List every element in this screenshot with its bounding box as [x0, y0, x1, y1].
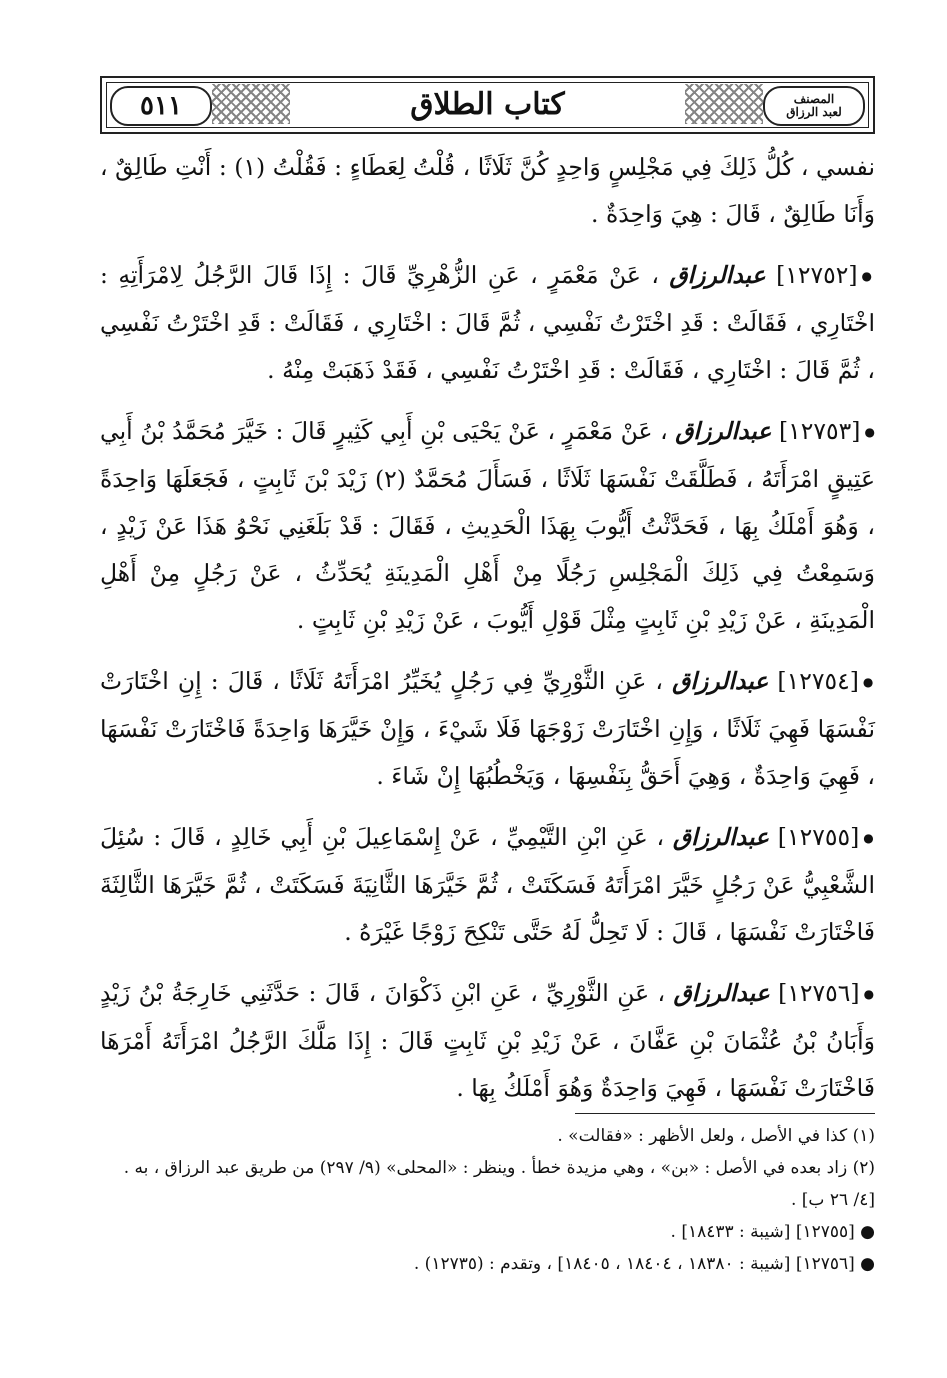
ornament-right [685, 84, 763, 124]
narrator-name: عبدالرزاق [672, 667, 769, 695]
emblem-line2: لعبد الرزاق [786, 105, 842, 119]
ornament-left [212, 84, 290, 124]
hadith-number: ١٢٧٥٤ [786, 667, 850, 695]
book-emblem [763, 86, 865, 126]
bullet-icon: ● [863, 987, 875, 1001]
narrator-name: عبدالرزاق [669, 261, 766, 289]
narrator-name: عبدالرزاق [672, 823, 770, 851]
footnote-divider [575, 1113, 875, 1114]
hadith-12754: ●[١٢٧٥٤] عبدالرزاق ، عَنِ الثَّوْرِيِّ فِي رَجُلٍ يُخَيِّرُ امْرَأَتَهُ ثَلَاثًا ، قَالَ : إِنِ اخْتَارَتْ نَفْسَهَا فَهِيَ ثَلَاثًا ، وَإِنِ اخْتَارَتْ زَوْجَهَا فَلَا شَيْءَ ، وَإِنْ خَيَّرَهَا وَاحِدَةً فَاخْتَارَتْ نَفْسَهَا ، فَهِيَ وَاحِدَةٌ ، وَهِيَ أَحَقُّ بِنَفْسِهَا ، وَيَخْطُبُهَا إِنْ شَاءَ . [100, 667, 875, 790]
page-number: ٥١١ [110, 86, 212, 126]
hadith-text: ، عَنِ الثَّوْرِيِّ فِي رَجُلٍ يُخَيِّرُ امْرَأَتَهُ ثَلَاثًا ، قَالَ : إِنِ اخْتَارَتْ نَفْسَهَا فَهِيَ ثَلَاثًا ، وَإِنِ اخْتَارَتْ زَوْجَهَا فَلَا شَيْءَ ، وَإِنْ خَيَّرَهَا وَاحِدَةً فَاخْتَارَتْ نَفْسَهَا ، فَهِيَ وَاحِدَةٌ ، وَهِيَ أَحَقُّ بِنَفْسِهَا ، وَيَخْطُبُهَا إِنْ شَاءَ . [100, 667, 875, 790]
emblem-line1: المصنف [793, 92, 835, 107]
footnote-1: (١) كذا في الأصل ، ولعل الأظهر : «فقالت» . [557, 1126, 875, 1146]
manuscript-reference: [٤/ ٢٦ ب] . [790, 1190, 875, 1210]
paragraph-text: نفسي ، كُلُّ ذَلِكَ فِي مَجْلِسٍ وَاحِدٍ كُنَّ ثَلَاثًا ، قُلْتُ لِعَطَاءٍ : فَقُلْتُ (١) : أَنْتِ طَالِقٌ ، وَأَنَا طَالِقٌ ، قَالَ : هِيَ وَاحِدَةٌ . [100, 153, 875, 228]
footnote-2: (٢) زاد بعده في الأصل : «بن» ، وهي مزيدة خطأ . وينظر : «المحلى» (٩/ ٢٩٧) من طريق عبد الرزاق ، به . [123, 1158, 875, 1178]
hadith-text: ، عَنِ الثَّوْرِيِّ ، عَنِ ابْنِ ذَكْوَانَ ، قَالَ : حَدَّثَنِي خَارِجَةُ بْنُ زَيْدٍ وَأَبَانُ بْنُ عُثْمَانَ بْنِ عَفَّانَ ، عَنْ زَيْدِ بْنِ ثَابِتٍ قَالَ : إِذَا مَلَّكَ الرَّجُلُ امْرَأَتَهُ أَمْرَهَا فَاخْتَارَتْ نَفْسَهَا ، فَهِيَ وَاحِدَةٌ وَهُوَ أَمْلَكُ بِهَا . [100, 979, 875, 1102]
hadith-number: ١٢٧٥٥ [786, 823, 851, 851]
hadith-number: ١٢٧٥٣ [788, 417, 852, 445]
source-reference-12756: ● [١٢٧٥٦] [شيبة : ١٨٣٨٠ ، ١٨٤٠٤ ، ١٨٤٠٥] ، وتقدم : (١٢٧٣٥) . [413, 1254, 875, 1274]
hadith-text: ، عَنْ مَعْمَرٍ ، عَنْ يَحْيَى بْنِ أَبِي كَثِيرٍ قَالَ : خَيَّرَ مُحَمَّدُ بْنُ أَبِي عَتِيقٍ امْرَأَتَهُ ، فَطَلَّقَتْ نَفْسَهَا ثَلَاثًا ، فَسَأَلَ مُحَمَّدٌ (٢) زَيْدَ بْنَ ثَابِتٍ ، فَجَعَلَهَا وَاحِدَةً ، وَهُوَ أَمْلَكُ بِهَا ، فَحَدَّثْتُ أَيُّوبَ بِهَذَا الْحَدِيثِ ، فَقَالَ : قَدْ بَلَغَنِي نَحْوُ هَذَا عَنْ زَيْدٍ ، وَسَمِعْتُ فِي ذَلِكَ الْمَجْلِسِ رَجُلًا مِنْ أَهْلِ الْمَدِينَةِ يُحَدِّثُ ، عَنْ رَجُلٍ مِنْ أَهْلِ الْمَدِينَةِ ، عَنْ زَيْدِ بْنِ ثَابِتٍ مِثْلَ قَوْلِ أَيُّوبَ ، عَنْ زَيْدِ بْنِ ثَابِتٍ . [100, 417, 876, 634]
hadith-12756: ●[١٢٧٥٦] عبدالرزاق ، عَنِ الثَّوْرِيِّ ، عَنِ ابْنِ ذَكْوَانَ ، قَالَ : حَدَّثَنِي خَارِجَةُ بْنُ زَيْدٍ وَأَبَانُ بْنُ عُثْمَانَ بْنِ عَفَّانَ ، عَنْ زَيْدِ بْنِ ثَابِتٍ قَالَ : إِذَا مَلَّكَ الرَّجُلُ امْرَأَتَهُ أَمْرَهَا فَاخْتَارَتْ نَفْسَهَا ، فَهِيَ وَاحِدَةٌ وَهُوَ أَمْلَكُ بِهَا . [100, 979, 875, 1102]
main-text [100, 144, 875, 1126]
hadith-12752: ●[١٢٧٥٢] عبدالرزاق ، عَنْ مَعْمَرٍ ، عَنِ الزُّهْرِيِّ قَالَ : إِذَا قَالَ الرَّجُلُ لِامْرَأَتِهِ : اخْتَارِي ، فَقَالَتْ : قَدِ اخْتَرْتُ نَفْسِي ، ثُمَّ قَالَ : اخْتَارِي ، فَقَالَتْ : قَدِ اخْتَرْتُ نَفْسِي ، ثُمَّ قَالَ : اخْتَارِي ، فَقَالَتْ : قَدِ اخْتَرْتُ نَفْسِي ، فَقَدْ ذَهَبَتْ مِنْهُ . [100, 261, 875, 384]
narrator-name: عبدالرزاق [673, 979, 770, 1007]
hadith-text: ، عَنِ ابْنِ التَّيْمِيِّ ، عَنْ إِسْمَاعِيلَ بْنِ أَبِي خَالِدٍ ، قَالَ : سُئِلَ الشَّعْبِيُّ عَنْ رَجُلٍ خَيَّرَ امْرَأَتَهُ فَسَكَتَتْ ، ثُمَّ خَيَّرَهَا الثَّانِيَةَ فَسَكَتَتْ ، ثُمَّ خَيَّرَهَا الثَّالِثَةَ فَاخْتَارَتْ نَفْسَهَا ، قَالَ : لَا تَحِلُّ لَهُ حَتَّى تَنْكِحَ زَوْجًا غَيْرَهُ . [100, 823, 875, 946]
hadith-number: ١٢٧٥٦ [787, 979, 851, 1007]
source-reference-12755: ● [١٢٧٥٥] [شيبة : ١٨٤٣٣] . [670, 1222, 875, 1242]
hadith-12755: ●[١٢٧٥٥] عبدالرزاق ، عَنِ ابْنِ التَّيْمِيِّ ، عَنْ إِسْمَاعِيلَ بْنِ أَبِي خَالِدٍ ، قَالَ : سُئِلَ الشَّعْبِيُّ عَنْ رَجُلٍ خَيَّرَ امْرَأَتَهُ فَسَكَتَتْ ، ثُمَّ خَيَّرَهَا الثَّانِيَةَ فَسَكَتَتْ ، ثُمَّ خَيَّرَهَا الثَّالِثَةَ فَاخْتَارَتْ نَفْسَهَا ، قَالَ : لَا تَحِلُّ لَهُ حَتَّى تَنْكِحَ زَوْجًا غَيْرَهُ . [100, 823, 875, 946]
bullet-icon: ● [861, 269, 875, 283]
paragraph-continuation [100, 144, 875, 238]
hadith-text: ، عَنْ مَعْمَرٍ ، عَنِ الزُّهْرِيِّ قَالَ : إِذَا قَالَ الرَّجُلُ لِامْرَأَتِهِ : اخْتَارِي ، فَقَالَتْ : قَدِ اخْتَرْتُ نَفْسِي ، ثُمَّ قَالَ : اخْتَارِي ، فَقَالَتْ : قَدِ اخْتَرْتُ نَفْسِي ، ثُمَّ قَالَ : اخْتَارِي ، فَقَالَتْ : قَدِ اخْتَرْتُ نَفْسِي ، فَقَدْ ذَهَبَتْ مِنْهُ . [100, 261, 875, 384]
hadith-number: ١٢٧٥٢ [785, 261, 849, 289]
chapter-title: كتاب الطلاق [300, 84, 675, 124]
footnotes [100, 1120, 875, 1280]
bullet-icon: ● [864, 425, 875, 439]
narrator-name: عبدالرزاق [675, 417, 772, 445]
bullet-icon: ● [862, 675, 875, 689]
hadith-12753: ●[١٢٧٥٣] عبدالرزاق ، عَنْ مَعْمَرٍ ، عَنْ يَحْيَى بْنِ أَبِي كَثِيرٍ قَالَ : خَيَّرَ مُحَمَّدُ بْنُ أَبِي عَتِيقٍ امْرَأَتَهُ ، فَطَلَّقَتْ نَفْسَهَا ثَلَاثًا ، فَسَأَلَ مُحَمَّدٌ (٢) زَيْدَ بْنَ ثَابِتٍ ، فَجَعَلَهَا وَاحِدَةً ، وَهُوَ أَمْلَكُ بِهَا ، فَحَدَّثْتُ أَيُّوبَ بِهَذَا الْحَدِيثِ ، فَقَالَ : قَدْ بَلَغَنِي نَحْوُ هَذَا عَنْ زَيْدٍ ، وَسَمِعْتُ فِي ذَلِكَ الْمَجْلِسِ رَجُلًا مِنْ أَهْلِ الْمَدِينَةِ يُحَدِّثُ ، عَنْ رَجُلٍ مِنْ أَهْلِ الْمَدِينَةِ ، عَنْ زَيْدِ بْنِ ثَابِتٍ مِثْلَ قَوْلِ أَيُّوبَ ، عَنْ زَيْدِ بْنِ ثَابِتٍ . [100, 417, 876, 634]
bullet-icon: ● [863, 831, 875, 845]
page-header [100, 76, 875, 134]
